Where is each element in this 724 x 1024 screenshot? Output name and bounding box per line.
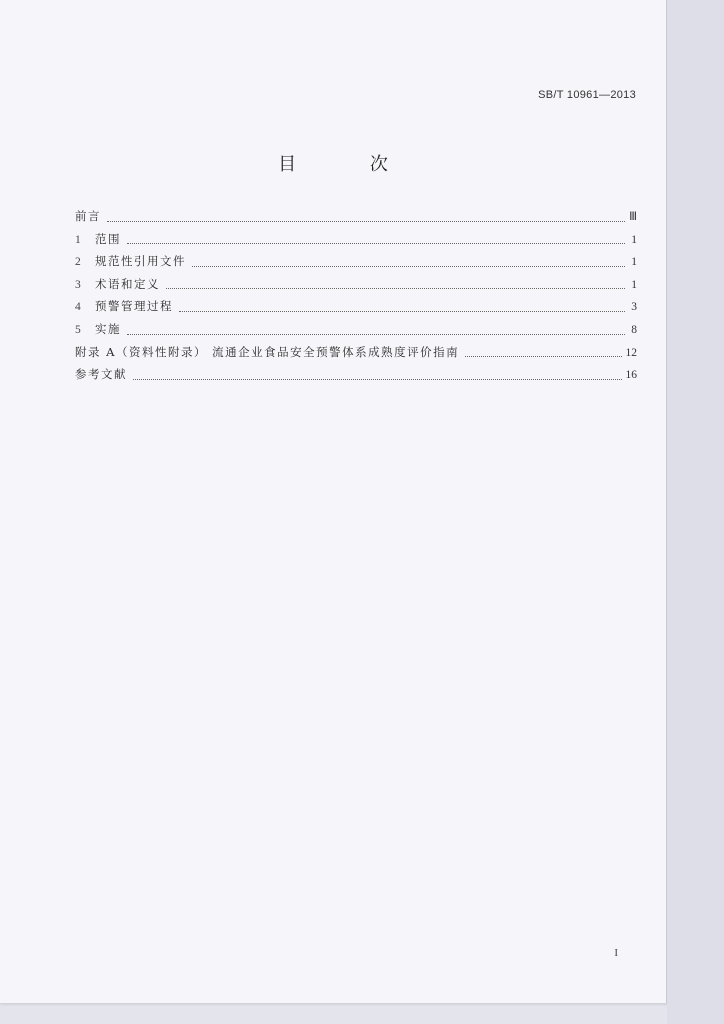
leader-dots [465, 356, 621, 357]
toc-entry-bibliography[interactable] [75, 366, 637, 389]
toc-entry-scope[interactable] [75, 231, 637, 254]
leader-dots [133, 379, 622, 380]
page-title: 目 次 [278, 154, 422, 175]
toc-entry-warning-process[interactable] [75, 298, 637, 321]
toc-entry-number: 5 [75, 323, 81, 336]
toc-entry-label: 术语和定义 [95, 276, 160, 291]
table-of-contents [75, 208, 637, 389]
leader-dots [192, 266, 625, 267]
toc-entry-label: 附录 A（资料性附录） 流通企业食品安全预警体系成熟度评价指南 [75, 344, 460, 359]
toc-entry-normative-references[interactable] [75, 253, 637, 276]
page-number: I [614, 947, 618, 959]
toc-entry-number: 2 [75, 256, 81, 269]
document-number: SB/T 10961—2013 [538, 89, 636, 101]
leader-dots [166, 288, 625, 289]
leader-dots [127, 243, 625, 244]
toc-entry-implementation[interactable] [75, 321, 637, 344]
toc-entry-number: 3 [75, 278, 81, 291]
toc-entry-label: 范围 [95, 231, 121, 246]
toc-entry-label: 预警管理过程 [95, 299, 173, 314]
scan-background-edge [667, 0, 724, 1024]
toc-entry-page: 3 [631, 301, 637, 314]
toc-entry-page: 1 [631, 233, 637, 246]
toc-entry-page: 1 [631, 278, 637, 291]
toc-entry-label: 规范性引用文件 [95, 254, 186, 269]
toc-entry-label: 实施 [95, 321, 121, 336]
leader-dots [107, 221, 625, 222]
toc-entry-appendix-a[interactable] [75, 344, 637, 367]
toc-entry-number: 1 [75, 233, 81, 246]
leader-dots [127, 334, 625, 335]
leader-dots [179, 311, 625, 312]
toc-entry-label: 参考文献 [75, 367, 127, 382]
toc-entry-page: Ⅲ [629, 211, 637, 223]
toc-entry-terms-definitions[interactable] [75, 276, 637, 299]
toc-entry-label: 前言 [75, 209, 101, 223]
toc-entry-number: 4 [75, 301, 81, 314]
toc-entry-page: 12 [625, 346, 637, 359]
toc-entry-page: 16 [625, 369, 637, 382]
toc-entry-page: 8 [631, 323, 637, 336]
toc-entry-page: 1 [631, 256, 637, 269]
toc-entry-foreword[interactable] [75, 208, 637, 231]
